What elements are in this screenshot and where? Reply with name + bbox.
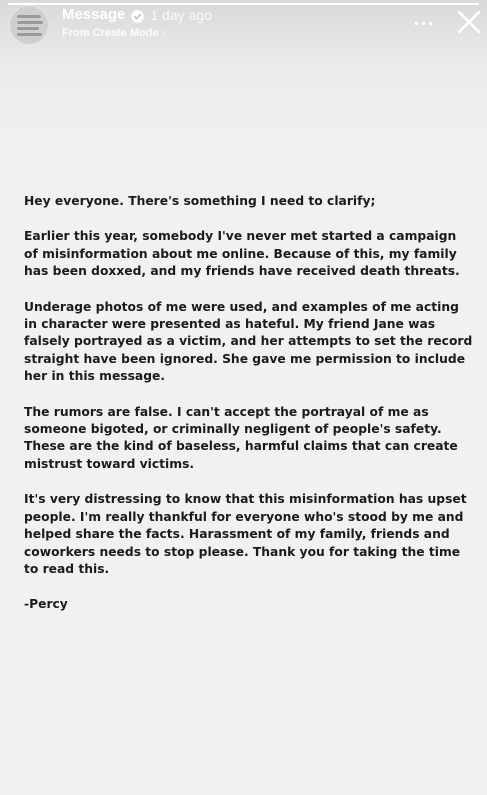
story-message bbox=[24, 193, 474, 632]
message-paragraph: The rumors are false. I can't accept the portrayal of me as someone bigoted, or criminally negligent of people's safety. These are the kind of baseless, harmful claims that can create mistrust toward victims. bbox=[24, 404, 458, 471]
chevron-right-icon: › bbox=[161, 27, 166, 39]
message-paragraph: Hey everyone. There's something I need to clarify; bbox=[24, 194, 376, 208]
more-options-button[interactable]: ... bbox=[413, 10, 435, 29]
story-header bbox=[0, 0, 487, 52]
message-paragraph: Earlier this year, somebody I've never met started a campaign of misinformation about me online. Because of this, my family has been doxxed, and my friends have received death threats. bbox=[24, 229, 460, 279]
create-mode-label: From Create Mode bbox=[62, 27, 159, 39]
story-title-row bbox=[62, 6, 212, 23]
message-paragraph: It's very distressing to know that this misinformation has upset people. I'm really thankful for everyone who's stood by me and helped share the facts. Harassment of my family, friends and coworkers needs to stop please. Thank you for taking the time to read this. bbox=[24, 492, 467, 576]
message-paragraph: Underage photos of me were used, and examples of me acting in character were presented as hateful. My friend Jane was falsely portrayed as a victim, and her attempts to set the record straight have been ignored. She gave me permission to include her in this message. bbox=[24, 299, 473, 384]
create-mode-link[interactable] bbox=[62, 27, 165, 39]
message-signature: -Percy bbox=[24, 597, 68, 612]
account-name[interactable]: Message bbox=[62, 6, 126, 23]
verified-badge-icon bbox=[131, 8, 144, 21]
close-icon[interactable] bbox=[456, 9, 482, 35]
avatar[interactable] bbox=[9, 5, 49, 45]
post-timestamp: 1 day ago bbox=[150, 6, 212, 23]
